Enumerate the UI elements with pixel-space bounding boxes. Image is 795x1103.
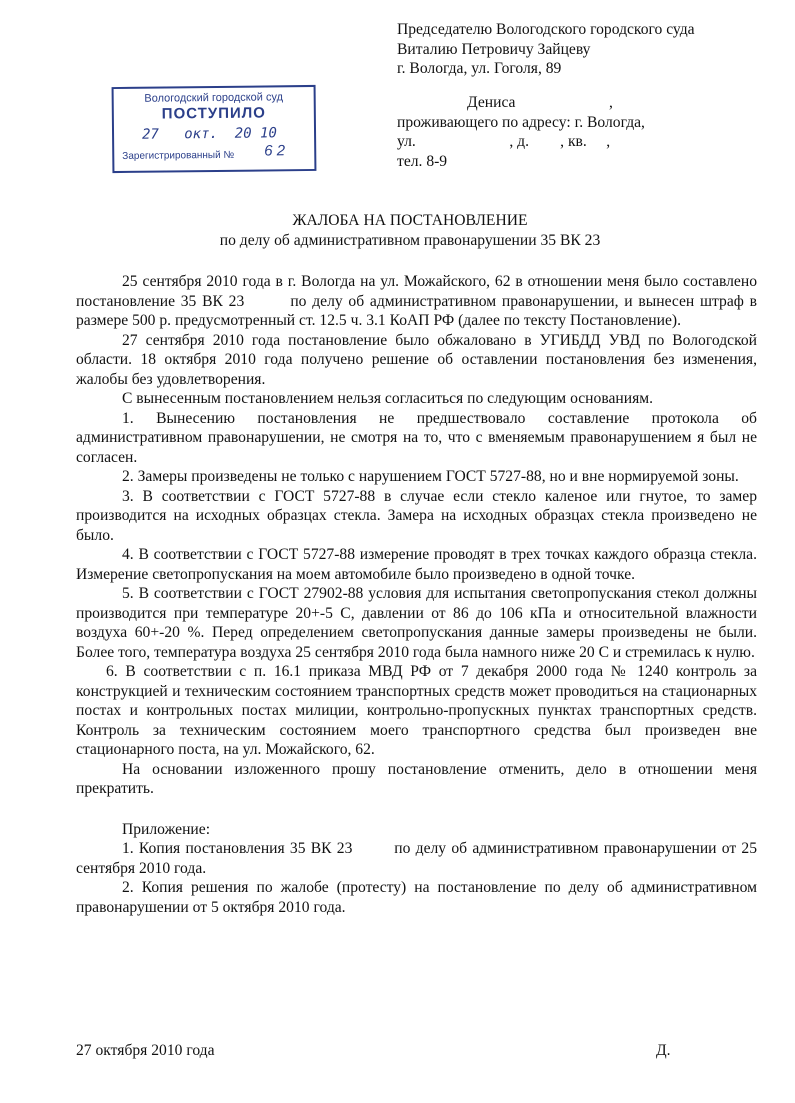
body-paragraph: С вынесенным постановлением нельзя согласиться по следующим основаниям. (122, 390, 654, 407)
stamp-registered-label: Зарегистрированный № (122, 149, 235, 162)
signature: Д. (656, 1042, 671, 1059)
body-paragraph: 5. В соответствии с ГОСТ 27902-88 условия для испытания светопропускания стекол должны производится при температуре 20+-5 С, давлении от 86 до 106 кПа и относительной влажности воздуха 60+-20 %. Перед определением светопропускания данные замеры произведены не были. Более того, температура воздуха 25 сентября 2010 года была намного ниже 20 С и стремилась к нулю. (76, 585, 757, 661)
sender-block (397, 93, 777, 171)
addressee-line: Председателю Вологодского городского суда (397, 21, 695, 38)
court-stamp (112, 85, 317, 173)
sender-line: Дениса , (467, 94, 613, 111)
body-paragraph: 27 сентября 2010 года постановление было обжаловано в УГИБДД УВД по Вологодской области. 18 октября 2010 года получено решение об оставлении постановления без изменения, жалобы без удовлетворения. (76, 331, 757, 388)
body-paragraph: 3. В соответствии с ГОСТ 5727-88 в случае если стекло каленое или гнутое, то замер производится на исходных образцах стекла. Замера на исходных образцах стекла произведено не было. (76, 487, 757, 544)
body-paragraph: На основании изложенного прошу постановление отменить, дело в отношении меня прекратить. (76, 760, 757, 797)
body-paragraph: 25 сентября 2010 года в г. Вологда на ул. Можайского, 62 в отношении меня было составлено постановление 35 ВК 23 по делу об административном правонарушении, и вынесен штраф в размере 500 р. предусмотренный ст. 12.5 ч. 3.1 КоАП РФ (далее по тексту Постановление). (76, 273, 761, 329)
sender-line: тел. 8-9 (397, 152, 448, 170)
addressee-block (397, 20, 777, 79)
attachment-item: 2. Копия решения по жалобе (протесту) на постановление по делу об административном правонарушении от 5 октября 2010 года. (76, 879, 757, 916)
sender-line: ул. , д. , кв. , (397, 133, 611, 150)
stamp-court-name: Вологодский городской суд (144, 91, 284, 105)
body-paragraph: 1. Вынесению постановления не предшествовало составление протокола об административном правонарушении, не смотря на то, что с вменяемым правонарушением я был не согласен. (76, 409, 757, 466)
title-line: ЖАЛОБА НА ПОСТАНОВЛЕНИЕ (292, 212, 528, 229)
body-paragraph: 2. Замеры произведены не только с нарушением ГОСТ 5727-88, но и вне нормируемой зоны. (122, 468, 739, 485)
stamp-received: ПОСТУПИЛО (161, 104, 267, 123)
subtitle-line: по делу об административном правонарушении 35 ВК 23 (219, 231, 601, 249)
body-paragraph: 6. В соответствии с п. 16.1 приказа МВД РФ от 7 декабря 2000 года № 1240 контроль за конструкцией и техническим состоянием транспортных средств может проводиться на стационарных постах и контрольных постах милиции, контрольно-пропускных пунктах транспортных средств. Контроль за техническим состоянием моего транспортного средства был произведен вне стационарного поста, на ул. Можайского, 62. (76, 663, 757, 758)
addressee-line: г. Вологда, ул. Гоголя, 89 (397, 60, 562, 77)
document-title (60, 211, 760, 250)
sender-line: проживающего по адресу: г. Вологда, (397, 113, 645, 131)
attachments-heading: Приложение: (122, 820, 211, 838)
complaint-body (76, 272, 761, 917)
body-paragraph: 4. В соответствии с ГОСТ 5727-88 измерение проводят в трех точках каждого образца стекла. Измерение светопропускания на моем автомобиле было произведено в одной точке. (76, 546, 757, 583)
footer-date: 27 октября 2010 года (76, 1042, 215, 1059)
stamp-registered-number: 6 2 (264, 142, 286, 160)
stamp-date: 27 окт. 20 10 (141, 125, 277, 143)
attachment-item: 1. Копия постановления 35 ВК 23 по делу об административном правонарушении от 25 сентября 2010 года. (76, 840, 761, 877)
addressee-line: Виталию Петровичу Зайцеву (397, 40, 591, 58)
